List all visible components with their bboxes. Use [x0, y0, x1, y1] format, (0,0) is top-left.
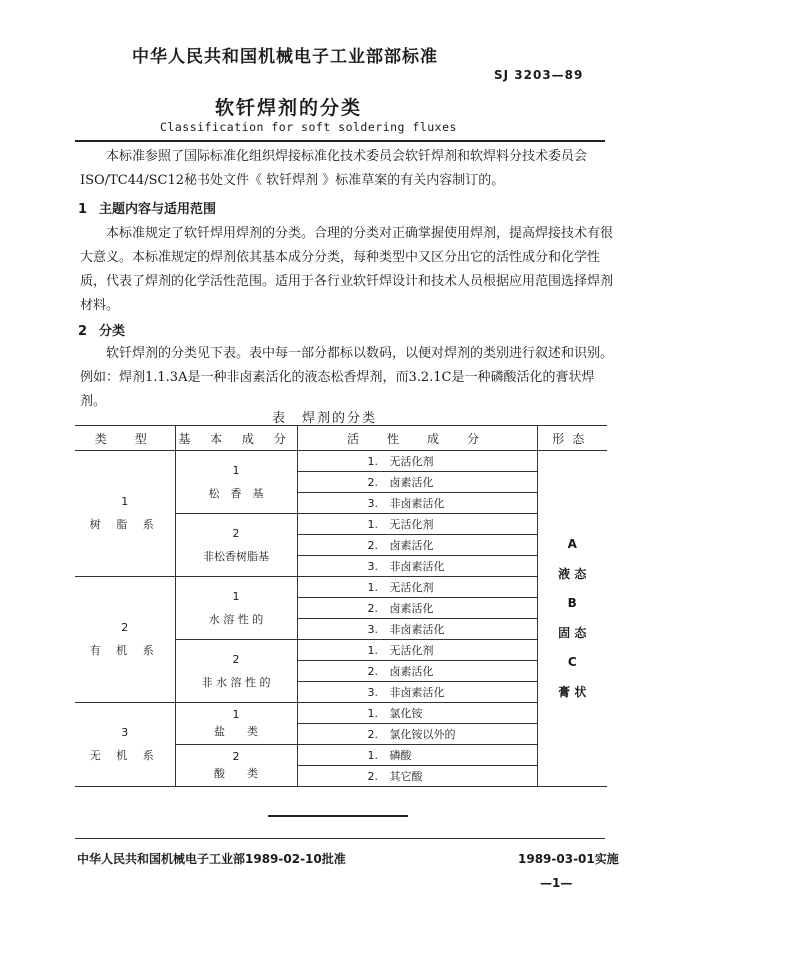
flux-classification-table — [75, 425, 607, 787]
effective-date: 1989-03-01实施 — [518, 852, 619, 866]
base-cell-non-rosin: 2 非松香树脂基 — [175, 514, 297, 577]
form-solid: 固 态 — [558, 626, 587, 640]
activator-row: 2. 卤素活化 — [297, 472, 537, 493]
activator-row: 2. 氯化铵以外的 — [297, 724, 537, 745]
type-cell-inorganic: 3 无 机 系 — [75, 703, 175, 787]
form-code-b: B — [567, 596, 577, 610]
page-number: —1— — [540, 876, 573, 890]
activator-row: 1. 氯化铵 — [297, 703, 537, 724]
section-1-body: 本标准规定了软钎焊用焊剂的分类。合理的分类对正确掌握使用焊剂，提高焊接技术有很大意义。本标准规定的焊剂依其基本成分分类，每种类型中又区分出它的活性成分和化学性质，代表了焊剂的化学活性范围。适用于各行业软钎焊设计和技术人员根据应用范围选择焊剂材料。 — [80, 226, 614, 313]
standard-number: SJ 3203—89 — [494, 68, 584, 82]
activator-row: 1. 无活化剂 — [297, 514, 537, 535]
activator-row: 2. 卤素活化 — [297, 661, 537, 682]
form-code-a: A — [567, 537, 577, 551]
type-cell-organic: 2 有 机 系 — [75, 577, 175, 703]
activator-row: 1. 无活化剂 — [297, 577, 537, 598]
activator-row: 3. 非卤素活化 — [297, 682, 537, 703]
section-2-number: 2 — [78, 324, 88, 339]
form-liquid: 液 态 — [558, 567, 587, 581]
section-2-title: 分类 — [99, 324, 126, 339]
header-base: 基 本 成 分 — [175, 426, 297, 451]
base-cell-acids: 2 酸 类 — [175, 745, 297, 787]
activator-row: 2. 卤素活化 — [297, 535, 537, 556]
activator-row: 3. 非卤素活化 — [297, 556, 537, 577]
document-title: 软钎焊剂的分类 — [215, 97, 363, 119]
header-type: 类 型 — [75, 426, 175, 451]
base-cell-water-soluble: 1 水 溶 性 的 — [175, 577, 297, 640]
activator-row: 2. 卤素活化 — [297, 598, 537, 619]
section-2-body: 软钎焊剂的分类见下表。表中每一部分都标以数码，以便对焊剂的类别进行叙述和识别。例如：焊剂1.1.3A是一种非卤素活化的液态松香焊剂，而3.2.1C是一种磷酸活化的膏状焊剂。 — [80, 346, 614, 409]
issuer-title: 中华人民共和国机械电子工业部部标准 — [132, 47, 438, 67]
activator-row: 1. 磷酸 — [297, 745, 537, 766]
section-2-heading — [78, 320, 137, 339]
end-rule — [268, 815, 408, 817]
table-caption: 表 焊剂的分类 — [272, 411, 378, 426]
title-divider — [75, 140, 605, 142]
footer-divider — [75, 838, 605, 839]
document-title-english: Classification for soft soldering fluxes — [160, 120, 457, 134]
header-form: 形态 — [537, 426, 607, 451]
form-paste: 膏 状 — [558, 685, 587, 699]
activator-row: 1. 无活化剂 — [297, 451, 537, 472]
activator-row: 3. 非卤素活化 — [297, 619, 537, 640]
base-cell-salts: 1 盐 类 — [175, 703, 297, 745]
header-activator: 活 性 成 分 — [297, 426, 537, 451]
section-1-heading — [78, 198, 228, 217]
activator-row: 3. 非卤素活化 — [297, 493, 537, 514]
form-code-c: C — [567, 655, 577, 669]
approval-note: 中华人民共和国机械电子工业部1989-02-10批准 — [77, 852, 346, 866]
activator-row: 2. 其它酸 — [297, 766, 537, 787]
intro-paragraph: 本标准参照了国际标准化组织焊接标准化技术委员会软钎焊剂和软焊料分技术委员会ISO/TC44/SC12秘书处文件《 软钎焊剂 》标准草案的有关内容制订的。 — [80, 149, 588, 188]
base-cell-non-water-soluble: 2 非 水 溶 性 的 — [175, 640, 297, 703]
section-1-title: 主题内容与适用范围 — [99, 202, 217, 217]
section-1-number: 1 — [78, 202, 88, 217]
type-cell-resin: 1 树 脂 系 — [75, 451, 175, 577]
activator-row: 1. 无活化剂 — [297, 640, 537, 661]
form-cell — [537, 451, 607, 787]
table-header-row — [75, 426, 607, 451]
base-cell-rosin: 1 松 香 基 — [175, 451, 297, 514]
